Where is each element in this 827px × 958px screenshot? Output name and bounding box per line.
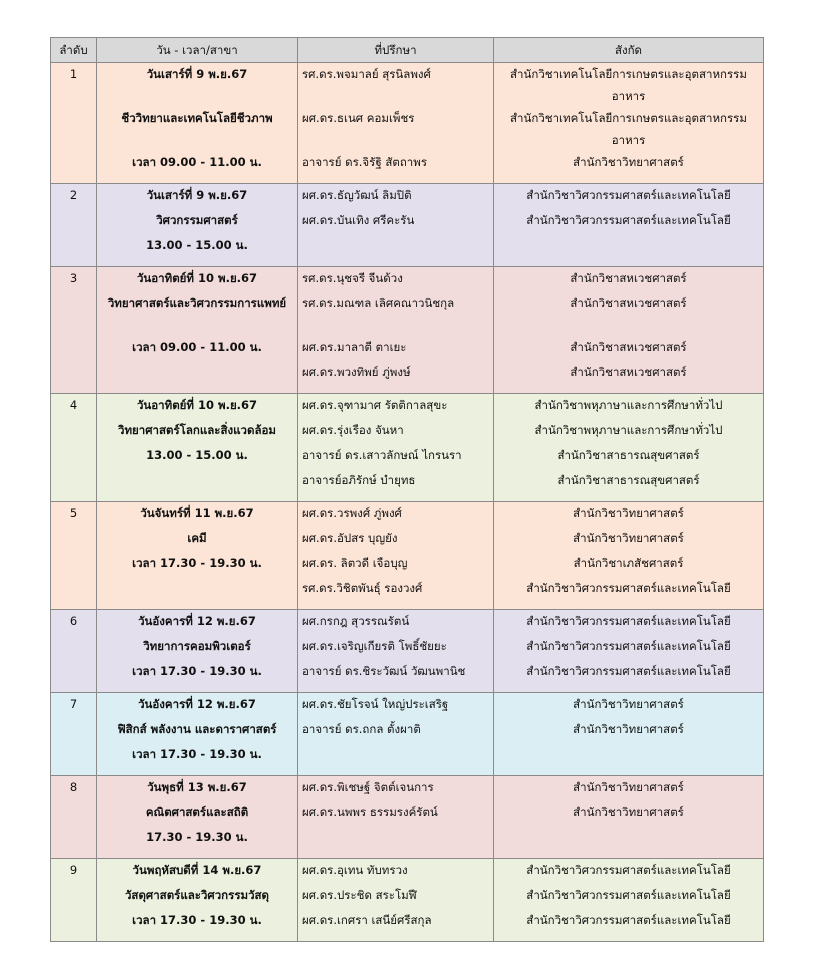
schedule-datetime-field: เคมี [97,527,298,552]
spacer-cell [494,259,764,267]
table-row [51,107,764,151]
affiliation: สำนักวิชาเภสัชศาสตร์ [494,552,764,577]
row-number [51,635,97,660]
spacer-cell [298,685,494,693]
row-number: 2 [51,184,97,210]
advisor-name: ผศ.ดร. ลิตวดี เจือบุญ [298,552,494,577]
affiliation [494,234,764,259]
row-number [51,151,97,176]
advisor-name: อาจารย์อภิรักษ์ บำยุทธ [298,469,494,494]
group-spacer [51,176,764,184]
header-affiliation: สังกัด [494,38,764,63]
row-number [51,577,97,602]
row-number [51,336,97,361]
schedule-datetime-field [97,361,298,386]
spacer-cell [298,494,494,502]
group-spacer [51,386,764,394]
row-number [51,107,97,151]
row-number [51,419,97,444]
schedule-datetime-field: เวลา 17.30 - 19.30 น. [97,743,298,768]
advisor-name: ผศ.ดร.วรพงศ์ ภู่พงศ์ [298,502,494,528]
table-row [51,469,764,494]
group-spacer [51,259,764,267]
table-row [51,743,764,768]
spacer-cell [97,934,298,942]
affiliation: สำนักวิชาวิศวกรรมศาสตร์และเทคโนโลยี [494,209,764,234]
spacer-cell [97,602,298,610]
table-row [51,660,764,685]
group-spacer [51,934,764,942]
schedule-datetime-field: วันอาทิตย์ที่ 10 พ.ย.67 [97,267,298,293]
table-row [51,527,764,552]
group-spacer [51,768,764,776]
row-number [51,361,97,386]
schedule-body [51,63,764,942]
schedule-datetime-field: วิทยาศาสตร์และวิศวกรรมการแพทย์ [97,292,298,336]
spacer-cell [97,386,298,394]
spacer-cell [298,851,494,859]
affiliation: สำนักวิชาวิทยาศาสตร์ [494,801,764,826]
table-row [51,361,764,386]
affiliation: สำนักวิชาวิศวกรรมศาสตร์และเทคโนโลยี [494,884,764,909]
table-row [51,552,764,577]
spacer-cell [494,851,764,859]
spacer-cell [51,494,97,502]
advisor-name: ผศ.ดร.พวงทิพย์ ภู่พงษ์ [298,361,494,386]
schedule-datetime-field: เวลา 09.00 - 11.00 น. [97,151,298,176]
table-row [51,776,764,802]
table-row [51,635,764,660]
affiliation: สำนักวิชาพหุภาษาและการศึกษาทั่วไป [494,419,764,444]
group-spacer [51,602,764,610]
table-row [51,693,764,719]
row-number [51,209,97,234]
row-number [51,801,97,826]
advisor-name: ผศ.ดร.จุฑามาศ รัตติกาลสุขะ [298,394,494,420]
row-number [51,826,97,851]
advisor-name: ผศ.กรกฎ สุวรรณรัตน์ [298,610,494,636]
schedule-datetime-field: วันพฤหัสบดีที่ 14 พ.ย.67 [97,859,298,885]
row-number [51,884,97,909]
affiliation: สำนักวิชาวิศวกรรมศาสตร์และเทคโนโลยี [494,184,764,210]
affiliation: สำนักวิชาวิศวกรรมศาสตร์และเทคโนโลยี [494,660,764,685]
schedule-datetime-field: ฟิสิกส์ พลังงาน และดาราศาสตร์ [97,718,298,743]
advisor-name: ผศ.ดร.ธัญวัฒน์ ลิมปิติ [298,184,494,210]
table-row [51,502,764,528]
advisor-name: ผศ.ดร.เกศรา เสนีย์ศรีสกุล [298,909,494,934]
row-number [51,909,97,934]
row-number: 6 [51,610,97,636]
affiliation: สำนักวิชาวิศวกรรมศาสตร์และเทคโนโลยี [494,909,764,934]
affiliation: สำนักวิชาพหุภาษาและการศึกษาทั่วไป [494,394,764,420]
spacer-cell [298,176,494,184]
table-row [51,63,764,108]
schedule-datetime-field: 17.30 - 19.30 น. [97,826,298,851]
advisor-name: อาจารย์ ดร.จิรัฐิ สัตถาพร [298,151,494,176]
advisor-name: ผศ.ดร.ประชิด สระโมฬี [298,884,494,909]
advisor-name: รศ.ดร.วิชิตพันธุ์ รองวงศ์ [298,577,494,602]
spacer-cell [51,768,97,776]
affiliation: สำนักวิชาวิศวกรรมศาสตร์และเทคโนโลยี [494,577,764,602]
schedule-datetime-field [97,577,298,602]
schedule-datetime-field: 13.00 - 15.00 น. [97,444,298,469]
row-number [51,718,97,743]
spacer-cell [97,685,298,693]
schedule-datetime-field: วันพุธที่ 13 พ.ย.67 [97,776,298,802]
schedule-datetime-field: เวลา 17.30 - 19.30 น. [97,909,298,934]
advisor-name: รศ.ดร.พจมาลย์ สุรนิลพงศ์ [298,63,494,108]
row-number [51,527,97,552]
advisor-name: อาจารย์ ดร.ถกล ตั้งผาติ [298,718,494,743]
affiliation: สำนักวิชาสหเวชศาสตร์ [494,336,764,361]
affiliation: สำนักวิชาวิทยาศาสตร์ [494,693,764,719]
affiliation: สำนักวิชาสาธารณสุขศาสตร์ [494,444,764,469]
advisor-name: รศ.ดร.มณฑล เลิศคณาวนิชกุล [298,292,494,336]
schedule-datetime-field: คณิตศาสตร์และสถิติ [97,801,298,826]
table-row [51,394,764,420]
spacer-cell [51,685,97,693]
table-row [51,419,764,444]
advisor-name: ผศ.ดร.ธเนศ คอมเพ็ชร [298,107,494,151]
spacer-cell [298,386,494,394]
affiliation [494,743,764,768]
row-number [51,469,97,494]
advisor-name [298,743,494,768]
spacer-cell [298,768,494,776]
table-row [51,884,764,909]
table-row [51,234,764,259]
row-number [51,444,97,469]
spacer-cell [298,602,494,610]
affiliation: สำนักวิชาวิศวกรรมศาสตร์และเทคโนโลยี [494,610,764,636]
spacer-cell [298,259,494,267]
header-no: ลำดับ [51,38,97,63]
spacer-cell [494,602,764,610]
row-number: 1 [51,63,97,108]
schedule-datetime-field [97,469,298,494]
advisor-name [298,234,494,259]
schedule-datetime-field: วันเสาร์ที่ 9 พ.ย.67 [97,184,298,210]
table-row [51,151,764,176]
table-row [51,209,764,234]
table-row [51,577,764,602]
spacer-cell [97,768,298,776]
spacer-cell [51,851,97,859]
schedule-datetime-field: เวลา 09.00 - 11.00 น. [97,336,298,361]
table-row [51,292,764,336]
affiliation: สำนักวิชาสหเวชศาสตร์ [494,361,764,386]
row-number [51,743,97,768]
affiliation: สำนักวิชาวิศวกรรมศาสตร์และเทคโนโลยี [494,635,764,660]
table-row [51,444,764,469]
row-number: 5 [51,502,97,528]
schedule-datetime-field: เวลา 17.30 - 19.30 น. [97,660,298,685]
advisor-name: ผศ.ดร.เจริญเกียรติ โพธิ์ชัยยะ [298,635,494,660]
schedule-datetime-field: 13.00 - 15.00 น. [97,234,298,259]
affiliation: สำนักวิชาสหเวชศาสตร์ [494,292,764,336]
schedule-table [50,37,764,942]
spacer-cell [494,494,764,502]
header-row [51,38,764,63]
advisor-name: ผศ.ดร.บันเทิง ศรีคะรัน [298,209,494,234]
header-datetime-field: วัน - เวลา/สาขา [97,38,298,63]
row-number [51,234,97,259]
row-number: 4 [51,394,97,420]
group-spacer [51,685,764,693]
spacer-cell [494,176,764,184]
schedule-datetime-field: วิทยาศาสตร์โลกและสิ่งแวดล้อม [97,419,298,444]
row-number: 8 [51,776,97,802]
affiliation [494,826,764,851]
advisor-name: ผศ.ดร.รุ่งเรือง จันหา [298,419,494,444]
spacer-cell [51,934,97,942]
spacer-cell [97,851,298,859]
advisor-name: ผศ.ดร.อุเทน ทับทรวง [298,859,494,885]
schedule-datetime-field: วันอาทิตย์ที่ 10 พ.ย.67 [97,394,298,420]
schedule-datetime-field: วันอังคารที่ 12 พ.ย.67 [97,610,298,636]
schedule-datetime-field: ชีววิทยาและเทคโนโลยีชีวภาพ [97,107,298,151]
spacer-cell [51,386,97,394]
table-row [51,336,764,361]
advisor-name: ผศ.ดร.ชัยโรจน์ ใหญ่ประเสริฐ [298,693,494,719]
row-number: 9 [51,859,97,885]
spacer-cell [97,176,298,184]
advisor-name: ผศ.ดร.พิเชษฐ์ จิตต์เจนการ [298,776,494,802]
advisor-name: ผศ.ดร.นพพร ธรรมรงค์รัตน์ [298,801,494,826]
schedule-datetime-field: วัสดุศาสตร์และวิศวกรรมวัสดุ [97,884,298,909]
advisor-name [298,826,494,851]
row-number: 7 [51,693,97,719]
schedule-datetime-field: วันจันทร์ที่ 11 พ.ย.67 [97,502,298,528]
spacer-cell [298,934,494,942]
advisor-name: ผศ.ดร.มาลาตี ตาเยะ [298,336,494,361]
affiliation: สำนักวิชาวิทยาศาสตร์ [494,776,764,802]
table-row [51,826,764,851]
spacer-cell [494,934,764,942]
schedule-datetime-field: เวลา 17.30 - 19.30 น. [97,552,298,577]
row-number [51,292,97,336]
advisor-name: ผศ.ดร.อัปสร บุญยัง [298,527,494,552]
spacer-cell [51,176,97,184]
affiliation: สำนักวิชาวิทยาศาสตร์ [494,718,764,743]
table-row [51,184,764,210]
row-number: 3 [51,267,97,293]
header-advisor: ที่ปรึกษา [298,38,494,63]
table-row [51,610,764,636]
spacer-cell [97,259,298,267]
advisor-name: อาจารย์ ดร.ชิระวัฒน์ วัฒนพานิช [298,660,494,685]
affiliation: สำนักวิชาวิทยาศาสตร์ [494,502,764,528]
table-row [51,909,764,934]
schedule-datetime-field: วันเสาร์ที่ 9 พ.ย.67 [97,63,298,108]
group-spacer [51,494,764,502]
affiliation: สำนักวิชาวิทยาศาสตร์ [494,151,764,176]
spacer-cell [97,494,298,502]
advisor-name: อาจารย์ ดร.เสาวลักษณ์ ไกรนรา [298,444,494,469]
affiliation: สำนักวิชาวิศวกรรมศาสตร์และเทคโนโลยี [494,859,764,885]
affiliation: สำนักวิชาเทคโนโลยีการเกษตรและอุตสาหกรรมอาหาร [494,63,764,108]
affiliation: สำนักวิชาวิทยาศาสตร์ [494,527,764,552]
table-row [51,859,764,885]
advisor-name: รศ.ดร.นุชจรี จีนด้วง [298,267,494,293]
schedule-datetime-field: วิทยาการคอมพิวเตอร์ [97,635,298,660]
table-row [51,801,764,826]
affiliation: สำนักวิชาสหเวชศาสตร์ [494,267,764,293]
table-row [51,267,764,293]
group-spacer [51,851,764,859]
schedule-datetime-field: วิศวกรรมศาสตร์ [97,209,298,234]
table-row [51,718,764,743]
affiliation: สำนักวิชาสาธารณสุขศาสตร์ [494,469,764,494]
schedule-datetime-field: วันอังคารที่ 12 พ.ย.67 [97,693,298,719]
spacer-cell [51,259,97,267]
spacer-cell [494,685,764,693]
affiliation: สำนักวิชาเทคโนโลยีการเกษตรและอุตสาหกรรมอาหาร [494,107,764,151]
spacer-cell [494,386,764,394]
spacer-cell [494,768,764,776]
row-number [51,552,97,577]
spacer-cell [51,602,97,610]
row-number [51,660,97,685]
